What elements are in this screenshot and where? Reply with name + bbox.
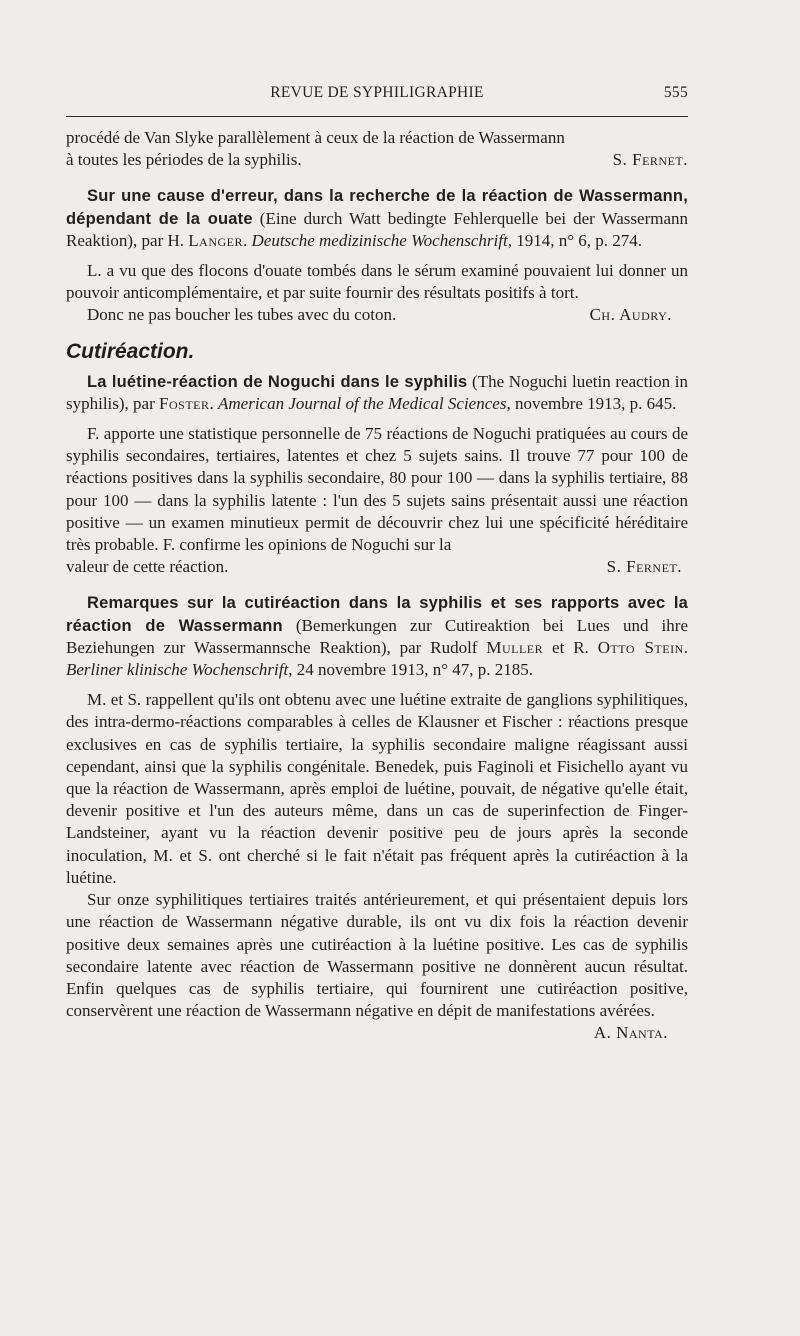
review-muller-citation: , 24 novembre 1913, n° 47, p. 2185. bbox=[288, 660, 533, 680]
review-foster-last-text: valeur de cette réaction. bbox=[66, 557, 229, 577]
review-langer-german-title: (Eine durch Watt bedingte Fehlerquelle bei der Wassermann Reaktion), par H. bbox=[66, 208, 688, 250]
review-muller-para-2: Sur onze syphilitiques tertiaires traités antérieurement, et qui présentaient depuis lors une réaction de Wassermann négative durable, ils ont vu dix fois la réaction devenir positive deux semaines après une cutiréaction à la luétine positive. Les cas de syphilis secondaire latente avec réaction de Wassermann positive ne donnèrent aucun résultat. Enfin quelques cas de syphilis tertiaire, qui fournirent une cutiréaction positive, conservèrent une réaction de Wassermann négative en dépit de manifestations avérées. bbox=[66, 890, 688, 1021]
review-muller-author-2: Otto Stein bbox=[597, 637, 684, 657]
review-muller-title: Remarques sur la cutiréaction dans la syphilis et ses rapports avec la réaction de Wassermann bbox=[66, 594, 688, 635]
section-title: Cutiréaction. bbox=[66, 339, 195, 363]
review-foster-english-title: (The Noguchi luetin reaction in syphilis), par bbox=[66, 371, 688, 413]
review-foster-author: Foster bbox=[159, 393, 210, 413]
review-muller-heading: Remarques sur la cutiréaction dans la syphilis et ses rapports avec la réaction de Wassermann (Bemerkungen zur Cutireaktion bei Lues und ihre Beziehungen zur Wassermannsche Reaktion), par Rudolf Muller et R. Otto Stein. Berliner klinische Wochenschrift, 24 novembre 1913, n° 47, p. 2185. bbox=[66, 594, 688, 680]
review-langer-para-2-text: Donc ne pas boucher les tubes avec du coton. bbox=[87, 305, 397, 325]
running-head bbox=[66, 84, 688, 108]
continuation-line-1: procédé de Van Slyke parallèlement à ceux de la réaction de Wassermann bbox=[66, 128, 565, 147]
review-langer-para-1: L. a vu que des flocons d'ouate tombés dans le sérum examiné pouvaient lui donner un pouvoir anticomplémentaire, et par suite fournir des résultats positifs à tort. bbox=[66, 261, 688, 303]
review-foster-journal: American Journal of the Medical Sciences bbox=[218, 393, 507, 413]
running-title: REVUE DE SYPHILIGRAPHIE bbox=[270, 84, 484, 101]
review-muller-and: et R. bbox=[543, 637, 598, 657]
continuation-signature: S. Fernet. bbox=[612, 150, 688, 170]
review-muller-author-1: Muller bbox=[486, 637, 544, 657]
page-number: 555 bbox=[663, 84, 688, 101]
page-content bbox=[66, 127, 688, 1045]
review-langer-author: Langer bbox=[188, 230, 243, 250]
review-langer-citation: , 1914, n° 6, p. 274. bbox=[507, 230, 643, 250]
continuation-line-2 bbox=[66, 149, 688, 171]
review-foster-heading: La luétine-réaction de Noguchi dans le syphilis (The Noguchi luetin reaction in syphilis), par Foster. American Journal of the Medical Sciences, novembre 1913, p. 645. bbox=[66, 371, 688, 413]
review-langer-para-2 bbox=[66, 304, 688, 326]
review-langer-heading: Sur une cause d'erreur, dans la recherche de la réaction de Wassermann, dépendant de la ouate (Eine durch Watt bedingte Fehlerquelle bei der Wassermann Reaktion), par H. Langer. Deutsche medizinische Wochenschrift, 1914, n° 6, p. 274. bbox=[66, 187, 688, 250]
review-langer-title: Sur une cause d'erreur, dans la recherche de la réaction de Wassermann, dépendant de la ouate bbox=[66, 187, 688, 228]
review-langer-journal: Deutsche medizinische Wochenschrift bbox=[251, 230, 508, 250]
review-foster-signature: S. Fernet. bbox=[606, 557, 682, 577]
review-foster-title: La luétine-réaction de Noguchi dans le syphilis bbox=[87, 372, 468, 391]
header-rule bbox=[66, 116, 688, 117]
review-muller-signature: A. Nanta. bbox=[593, 1023, 668, 1043]
review-muller-para-1: M. et S. rappellent qu'ils ont obtenu avec une luétine extraite de ganglions syphilitiques, des intra-dermo-réactions comparables à celles de Klausner et Fischer : réactions presque exclusives en cas de syphilis tertiaire, la syphilis secondaire maligne réagissant aussi cependant, ainsi que la syphilis congénitale. Benedek, puis Faginoli et Fisichello ayant vu que la réaction de Wassermann, après emploi de luétine, pouvait, de négative qu'elle était, devenir positive et l'un des auteurs même, dans un cas de superinfection de Finger-Landsteiner, ayant vu la réaction devenir positive peu de jours après la seconde inoculation, M. et S. ont cherché si le fait n'était pas fréquent après la cutiréaction à la luétine. bbox=[66, 690, 688, 887]
review-muller-german-title: (Bemerkungen zur Cutireaktion bei Lues und ihre Beziehungen zur Wassermannsche Reaktion), par Rudolf bbox=[66, 615, 688, 657]
review-foster-last-line bbox=[66, 556, 688, 578]
review-foster-para-1: F. apporte une statistique personnelle de 75 réactions de Noguchi pratiquées au cours de syphilis secondaires, tertiaires, latentes et chez 5 sujets sains. Il trouve 77 pour 100 de réactions positives dans la syphilis secondaire, 80 pour 100 — dans la syphilis tertiaire, 88 pour 100 — dans la syphilis latente : l'un des 5 sujets sains présentait aussi une réaction positive — un examen minutieux permit de découvrir chez lui une spécificité héréditaire très probable. F. confirme les opinions de Noguchi sur la bbox=[66, 424, 688, 555]
continuation-text: à toutes les périodes de la syphilis. bbox=[66, 150, 302, 170]
review-foster-citation: , novembre 1913, p. 645. bbox=[506, 393, 677, 413]
review-muller-journal: Berliner klinische Wochenschrift bbox=[66, 660, 289, 680]
review-langer-signature: Ch. Audry. bbox=[589, 305, 672, 325]
